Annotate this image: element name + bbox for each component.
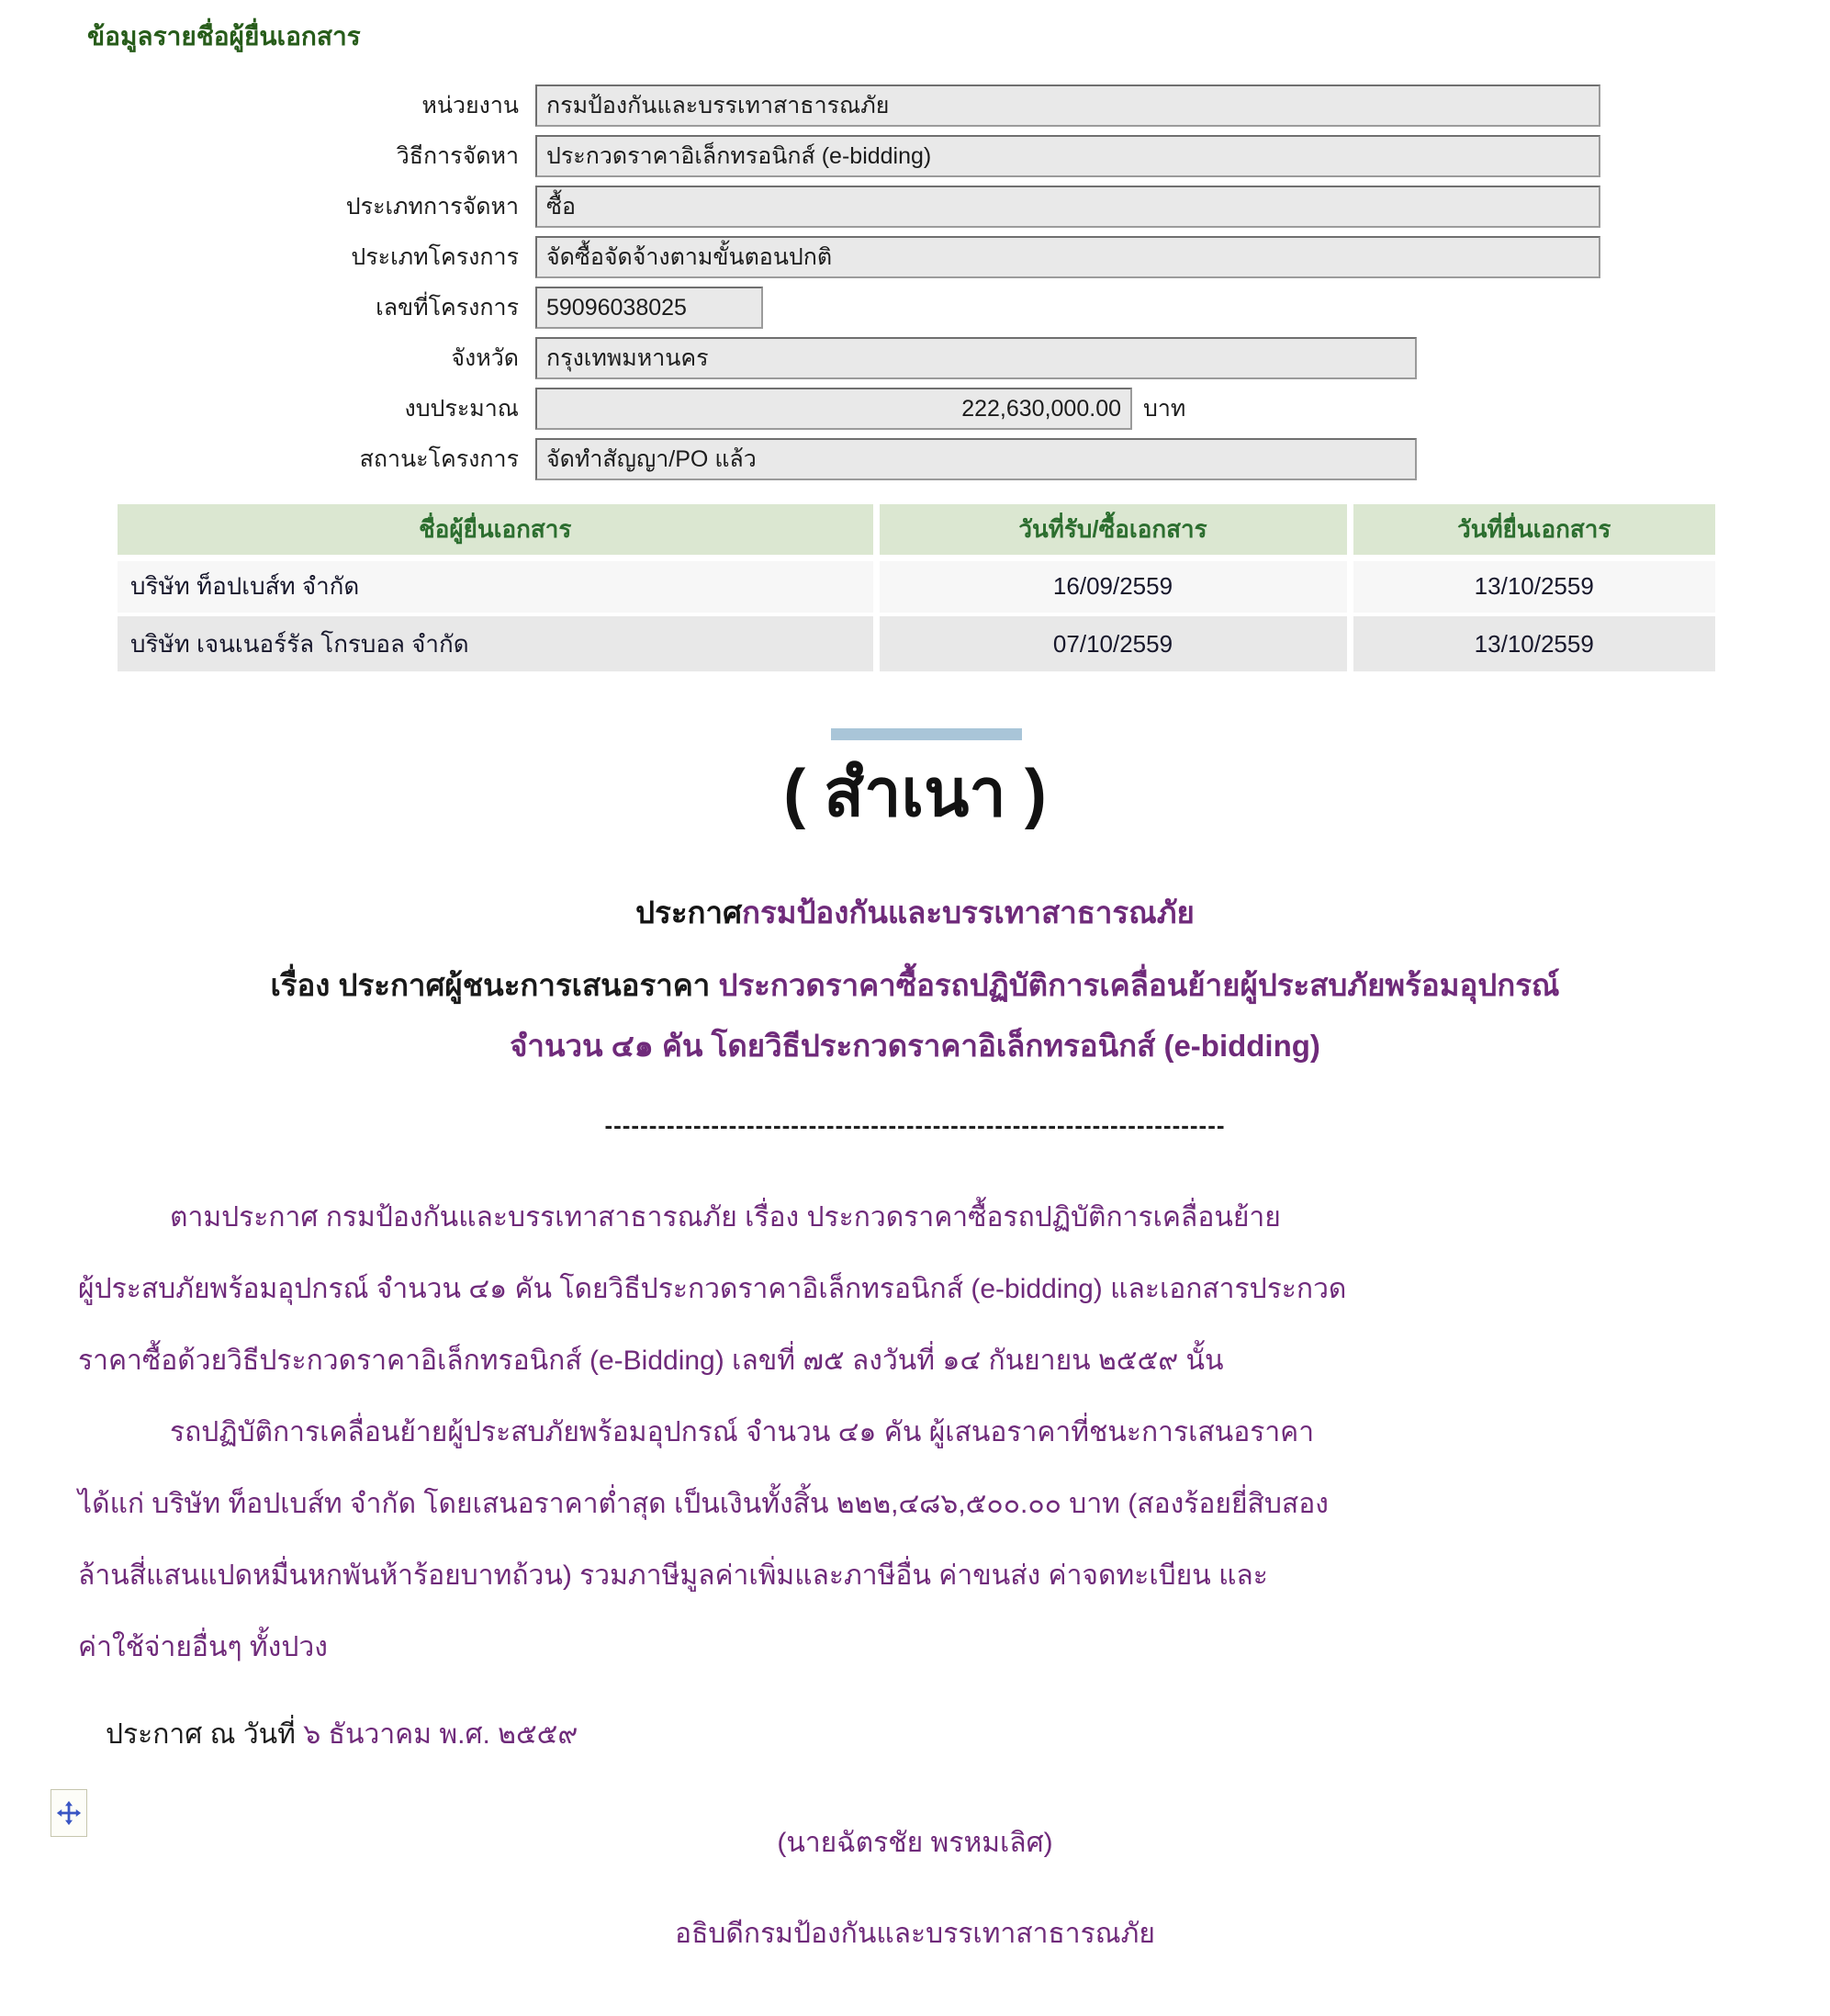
signer-name: (นายฉัตรชัย พรหมเลิศ) [777, 1828, 1053, 1858]
announcement-subject [0, 959, 1830, 1012]
announcement-body [78, 1182, 1749, 1684]
copy-watermark: ( สำเนา ) [783, 757, 1047, 830]
announcement-title-prefix: ประกาศ [635, 895, 743, 929]
procurement-type-field[interactable]: ซื้อ [535, 186, 1600, 228]
form-row-method [87, 135, 1830, 177]
procurement-method-field[interactable]: ประกวดราคาอิเล็กทรอนิกส์ (e-bidding) [535, 135, 1600, 177]
agency-field[interactable]: กรมป้องกันและบรรเทาสาธารณภัย [535, 84, 1600, 127]
project-status-field[interactable]: จัดทำสัญญา/PO แล้ว [535, 438, 1417, 480]
table-row [118, 557, 1715, 614]
body-line: ตามประกาศ กรมป้องกันและบรรเทาสาธารณภัย เรื่อง ประกวดราคาซื้อรถปฏิบัติการเคลื่อนย้าย [170, 1202, 1281, 1233]
province-field[interactable]: กรุงเทพมหานคร [535, 337, 1417, 379]
submit-date: 13/10/2559 [1350, 614, 1715, 671]
announcement-document [0, 728, 1830, 1955]
subject-main: ประกวดราคาซื้อรถปฏิบัติการเคลื่อนย้ายผู้ประสบภัยพร้อมอุปกรณ์ [718, 968, 1560, 1002]
highlight-bar [831, 728, 1022, 740]
dashed-divider: ---------------------------------------------------------------------- [604, 1111, 1226, 1139]
subject-prefix: เรื่อง ประกาศผู้ชนะการเสนอราคา [270, 968, 719, 1002]
body-line: ราคาซื้อด้วยวิธีประกวดราคาอิเล็กทรอนิกส์ (e-Bidding) เลขที่ ๗๕ ลงวันที่ ๑๔ กันยายน ๒๕๕๙ นั้น [78, 1346, 1224, 1376]
project-info-form [87, 84, 1830, 480]
col-header-submit-date: วันที่ยื่นเอกสาร [1350, 504, 1715, 557]
bidder-name: บริษัท เจนเนอร์รัล โกรบอล จำกัด [130, 629, 469, 658]
budget-field[interactable]: 222,630,000.00 [535, 388, 1132, 430]
project-number-field[interactable]: 59096038025 [535, 287, 763, 329]
announcement-title [0, 891, 1830, 935]
project-status-label: สถานะโครงการ [359, 446, 519, 472]
body-line: ค่าใช้จ่ายอื่นๆ ทั้งปวง [78, 1632, 328, 1662]
budget-unit-label: บาท [1143, 396, 1186, 422]
issued-date-line [106, 1715, 1830, 1755]
form-row-project-number [87, 287, 1830, 329]
signer-title: อธิบดีกรมป้องกันและบรรเทาสาธารณภัย [675, 1919, 1155, 1949]
bidder-name: บริษัท ท็อปเบส์ท จำกัด [118, 557, 876, 614]
form-row-budget [87, 388, 1830, 430]
announcement-title-org: กรมป้องกันและบรรเทาสาธารณภัย [742, 895, 1195, 929]
issued-date: ๖ ธันวาคม พ.ศ. ๒๕๕๙ [303, 1719, 578, 1750]
body-line: ได้แก่ บริษัท ท็อปเบส์ท จำกัด โดยเสนอราคาต่ำสุด เป็นเงินทั้งสิ้น ๒๒๒,๔๘๖,๕๐๐.๐๐ บาท (สองร้อยยี่สิบสอง [78, 1489, 1329, 1519]
province-label: จังหวัด [451, 345, 519, 371]
announcement-subject-line2: จำนวน ๔๑ คัน โดยวิธีประกวดราคาอิเล็กทรอนิกส์ (e-bidding) [510, 1029, 1320, 1063]
form-row-province [87, 337, 1830, 379]
table-row [118, 614, 1715, 671]
form-row-status [87, 438, 1830, 480]
receive-date: 16/09/2559 [876, 557, 1350, 614]
issued-prefix: ประกาศ ณ วันที่ [106, 1719, 304, 1750]
project-type-label: ประเภทโครงการ [351, 244, 519, 270]
project-type-field[interactable]: จัดซื้อจัดจ้างตามขั้นตอนปกติ [535, 236, 1600, 278]
col-header-receive-date: วันที่รับ/ซื้อเอกสาร [876, 504, 1350, 557]
col-header-bidder-name: ชื่อผู้ยื่นเอกสาร [118, 504, 876, 557]
bidders-table [118, 504, 1715, 671]
form-row-project-type [87, 236, 1830, 278]
submit-date: 13/10/2559 [1350, 557, 1715, 614]
receive-date: 07/10/2559 [876, 614, 1350, 671]
budget-label: งบประมาณ [404, 396, 519, 422]
body-line: ผู้ประสบภัยพร้อมอุปกรณ์ จำนวน ๔๑ คัน โดยวิธีประกวดราคาอิเล็กทรอนิกส์ (e-bidding) และเอกสารประกวด [78, 1274, 1347, 1304]
body-line: ล้านสี่แสนแปดหมื่นหกพันห้าร้อยบาทถ้วน) รวมภาษีมูลค่าเพิ่มและภาษีอื่น ค่าขนส่ง ค่าจดทะเบียน และ [78, 1560, 1268, 1591]
page-title: ข้อมูลรายชื่อผู้ยื่นเอกสาร [87, 22, 361, 51]
procurement-method-label: วิธีการจัดหา [396, 143, 519, 169]
procurement-type-label: ประเภทการจัดหา [345, 194, 519, 220]
body-line: รถปฏิบัติการเคลื่อนย้ายผู้ประสบภัยพร้อมอุปกรณ์ จำนวน ๔๑ คัน ผู้เสนอราคาที่ชนะการเสนอราคา [170, 1417, 1315, 1447]
agency-label: หน่วยงาน [421, 93, 519, 118]
table-header-row [118, 504, 1715, 557]
form-row-agency [87, 84, 1830, 127]
form-row-type [87, 186, 1830, 228]
project-number-label: เลขที่โครงการ [376, 295, 519, 321]
move-icon[interactable] [51, 1789, 87, 1837]
